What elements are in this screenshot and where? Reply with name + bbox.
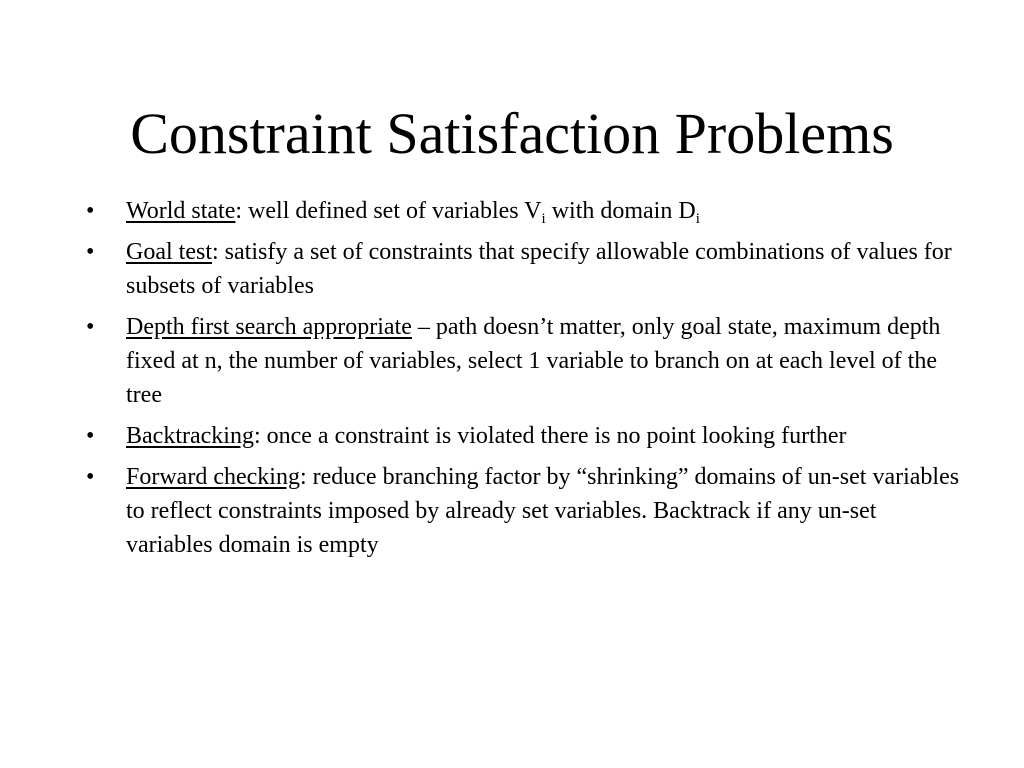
term-forward-checking: Forward checking [126, 464, 300, 490]
subscript-i: i [695, 211, 700, 227]
bullet-marker: • [86, 239, 95, 265]
slide-title: Constraint Satisfaction Problems [130, 101, 894, 166]
term-world-state: World state [126, 198, 236, 224]
bullet-marker: • [86, 314, 95, 340]
bullet-text: : reduce branching factor by “shrinking” domains of un-set variables to reflect constraints imposed by already set variables. Backtrack if any un-set variables domain is empty [126, 464, 960, 558]
bullet-forward-checking [86, 460, 966, 562]
bullet-text: – path doesn’t matter, only goal state, maximum depth fixed at n, the number of variables, select 1 variable to branch on at each level of the tree [126, 314, 941, 408]
bullet-goal-test [86, 235, 966, 303]
bullet-list [86, 194, 966, 569]
bullet-marker: • [86, 198, 95, 224]
term-backtracking: Backtracking [126, 423, 254, 449]
bullet-depth-first-search [86, 310, 966, 412]
bullet-backtracking [86, 419, 966, 453]
subscript-i: i [541, 211, 546, 227]
bullet-marker: • [86, 423, 95, 449]
bullet-text: : satisfy a set of constraints that specify allowable combinations of values for subsets of variables [126, 239, 952, 299]
term-goal-test: Goal test [126, 239, 212, 265]
bullet-text: : well defined set of variables V [235, 198, 542, 224]
bullet-text: with domain D [545, 198, 696, 224]
bullet-text: : once a constraint is violated there is no point looking further [253, 423, 847, 449]
bullet-world-state [86, 194, 966, 228]
bullet-marker: • [86, 464, 95, 490]
term-depth-first-search: Depth first search appropriate [126, 314, 412, 340]
